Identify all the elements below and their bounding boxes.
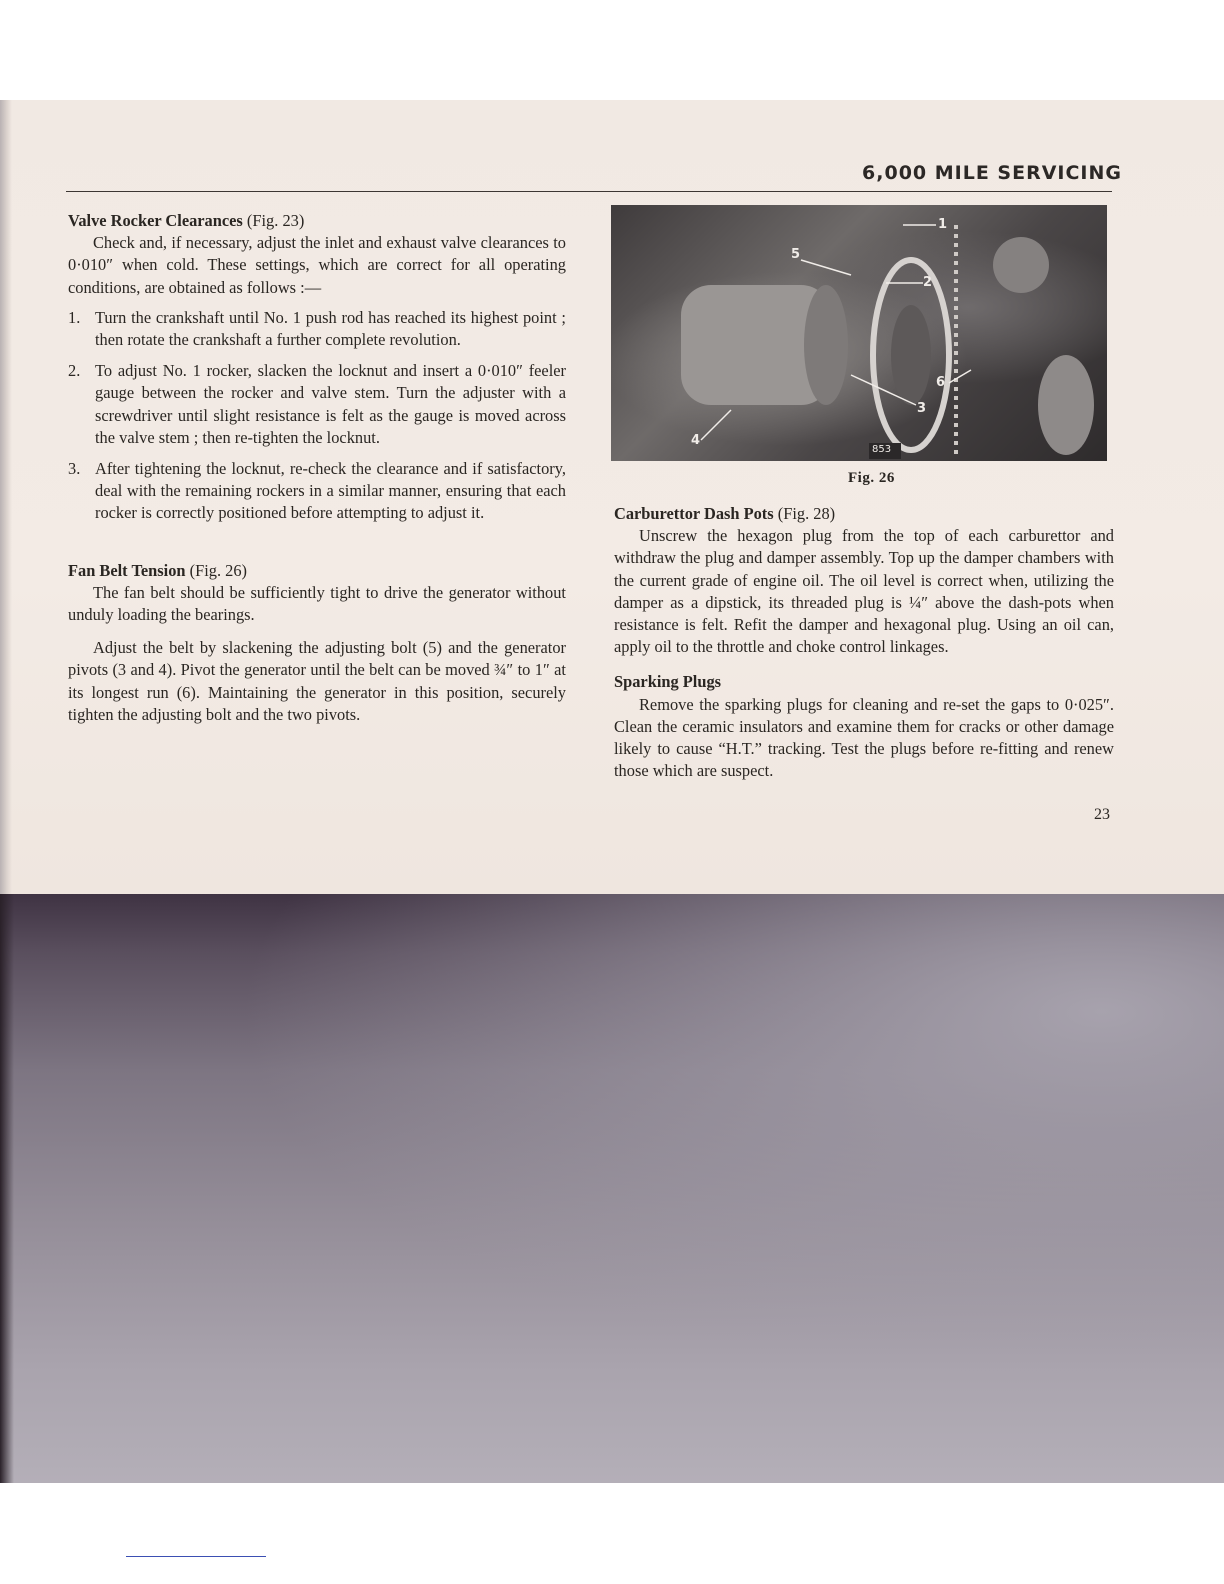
- leader-line: [801, 260, 851, 275]
- list-item: [68, 458, 566, 525]
- carb-section-title: Carburettor Dash Pots: [614, 504, 774, 523]
- engine-photo-illustration: [611, 205, 1107, 461]
- right-pulley: [993, 237, 1049, 293]
- fan-paragraph-1: The fan belt should be sufficiently tight to drive the generator without unduly loading the bearings.: [68, 582, 566, 625]
- callout-6: 6: [936, 375, 946, 390]
- generator-end: [804, 285, 848, 405]
- header-rule: [66, 191, 1112, 192]
- step-text: After tightening the locknut, re-check the clearance and if satisfactory, deal with the remaining rockers in a similar manner, ensuring that each rocker is correctly positioned before attempting to adjust it.: [95, 459, 566, 523]
- callout-2: 2: [923, 275, 933, 290]
- carb-section-heading: [614, 503, 1114, 525]
- scanner-background: [0, 894, 1224, 1483]
- figure-caption: Fig. 26: [848, 470, 895, 486]
- carb-section-ref: (Fig. 28): [777, 504, 836, 523]
- engine-photo-figure: [611, 205, 1107, 461]
- callout-4: 4: [691, 433, 701, 448]
- list-item: [68, 307, 566, 351]
- fan-blade: [1038, 355, 1094, 455]
- callout-3: 3: [917, 401, 927, 416]
- callout-5: 5: [791, 247, 801, 262]
- binding-edge: [0, 100, 12, 894]
- step-number: 2.: [68, 361, 81, 381]
- step-number: 1.: [68, 307, 81, 327]
- fan-section-heading: [68, 560, 566, 582]
- valve-section-heading: [68, 210, 566, 232]
- page-number: 23: [1094, 806, 1110, 823]
- plate-number: 853: [872, 444, 892, 455]
- pulley: [891, 305, 931, 405]
- running-header: 6,000 MILE SERVICING: [862, 162, 1122, 184]
- leader-line: [949, 370, 971, 383]
- plugs-paragraph: Remove the sparking plugs for cleaning and re-set the gaps to 0·025″. Clean the ceramic insulators and examine them for cracks or other damage likely to cause “H.T.” tracking. Test the plugs before re-fitting and renew those which are suspect.: [614, 694, 1114, 781]
- leader-line: [701, 410, 731, 440]
- footer-underline: [126, 1556, 266, 1557]
- fan-section-ref: (Fig. 26): [189, 560, 247, 580]
- carb-paragraph: Unscrew the hexagon plug from the top of each carburettor and withdraw the plug and damper assembly. Top up the damper chambers with the current grade of engine oil. The oil level is correct when, utilizing the damper as a dipstick, its threaded plug is ¼″ above the dash-pots when resistance is felt. Refit the damper and hexagonal plug. Using an oil can, apply oil to the throttle and choke control linkages.: [614, 526, 1114, 657]
- valve-steps-list: [68, 307, 566, 525]
- callout-1: 1: [938, 217, 948, 232]
- list-item: [68, 360, 566, 449]
- fan-paragraph-2: Adjust the belt by slackening the adjusting bolt (5) and the generator pivots (3 and 4). Pivot the generator until the belt can be moved ¾″ to 1″ at its longest run (6). Maintaining the generator in this position, securely tighten the adjusting bolt and the two pivots.: [68, 638, 566, 724]
- fan-section-title: Fan Belt Tension: [68, 560, 186, 580]
- right-column: [614, 503, 1114, 782]
- spacer: [68, 534, 566, 560]
- plugs-section-title: Sparking Plugs: [614, 672, 722, 692]
- step-text: To adjust No. 1 rocker, slacken the locknut and insert a 0·010″ feeler gauge between the rocker and valve stem. Turn the adjuster with a screwdriver until slight resistance is felt as the gauge is moved across the valve stem ; then re-tighten the locknut.: [95, 361, 566, 447]
- step-number: 3.: [68, 459, 81, 479]
- plugs-section-heading: [614, 671, 1114, 693]
- valve-section-ref: (Fig. 23): [246, 211, 305, 230]
- left-column: [68, 210, 566, 726]
- spacer: [614, 658, 1114, 671]
- valve-intro: Check and, if necessary, adjust the inlet and exhaust valve clearances to 0·010″ when cold. These settings, which are correct for all operating conditions, are obtained as follows :—: [68, 233, 566, 297]
- step-text: Turn the crankshaft until No. 1 push rod has reached its highest point ; then rotate the crankshaft a further complete revolution.: [95, 307, 566, 350]
- valve-section-title: Valve Rocker Clearances: [68, 211, 243, 230]
- scanner-shadow: [0, 894, 14, 1483]
